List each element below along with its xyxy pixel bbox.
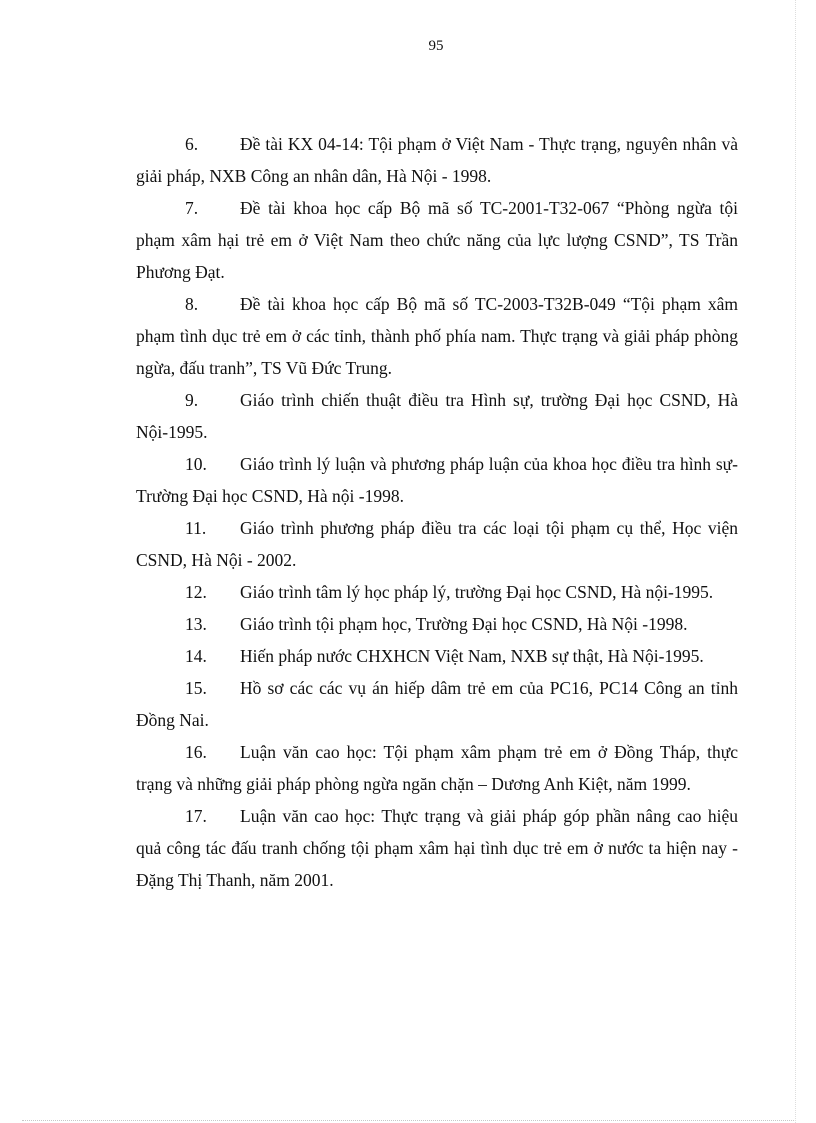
reference-number: 10. [185, 454, 207, 474]
reference-item [136, 128, 738, 192]
reference-text: Giáo trình tâm lý học pháp lý, trường Đại học CSND, Hà nội-1995. [240, 582, 714, 602]
reference-text: Giáo trình phương pháp điều tra các loại tội phạm cụ thể, Học viện CSND, Hà Nội - 2002. [136, 518, 738, 570]
reference-number: 15. [185, 678, 207, 698]
reference-item [136, 608, 738, 640]
reference-number: 7. [185, 198, 199, 218]
reference-number: 9. [185, 390, 199, 410]
reference-item [136, 800, 738, 896]
page-edge-divider [795, 0, 796, 1123]
reference-text: Giáo trình lý luận và phương pháp luận của khoa học điều tra hình sự- Trường Đại học CSND, Hà nội -1998. [136, 454, 738, 506]
page-number: 95 [428, 38, 444, 54]
reference-text: Hiến pháp nước CHXHCN Việt Nam, NXB sự thật, Hà Nội-1995. [240, 646, 704, 666]
reference-text: Đề tài khoa học cấp Bộ mã số TC-2003-T32B-049 “Tội phạm xâm phạm tình dục trẻ em ở các tỉnh, thành phố phía nam. Thực trạng và giải pháp phòng ngừa, đấu tranh”, TS Vũ Đức Trung. [136, 294, 738, 378]
reference-item [136, 672, 738, 736]
reference-number: 14. [185, 646, 207, 666]
reference-text: Hồ sơ các các vụ án hiếp dâm trẻ em của PC16, PC14 Công an tỉnh Đồng Nai. [136, 678, 738, 730]
reference-text: Đề tài KX 04-14: Tội phạm ở Việt Nam - Thực trạng, nguyên nhân và giải pháp, NXB Công an nhân dân, Hà Nội - 1998. [136, 134, 738, 186]
reference-item [136, 736, 738, 800]
reference-text: Đề tài khoa học cấp Bộ mã số TC-2001-T32-067 “Phòng ngừa tội phạm xâm hại trẻ em ở Việt Nam theo chức năng của lực lượng CSND”, TS Trần Phương Đạt. [136, 198, 738, 282]
reference-item [136, 384, 738, 448]
reference-number: 6. [185, 134, 199, 154]
reference-number: 17. [185, 806, 207, 826]
reference-number: 16. [185, 742, 207, 762]
reference-item [136, 576, 738, 608]
reference-number: 12. [185, 582, 207, 602]
reference-text: Luận văn cao học: Tội phạm xâm phạm trẻ em ở Đồng Tháp, thực trạng và những giải pháp phòng ngừa ngăn chặn – Dương Anh Kiệt, năm 1999. [136, 742, 738, 794]
reference-number: 8. [185, 294, 199, 314]
reference-number: 11. [185, 518, 207, 538]
page-footer-divider [22, 1120, 794, 1121]
reference-item [136, 640, 738, 672]
reference-text: Giáo trình tội phạm học, Trường Đại học CSND, Hà Nội -1998. [240, 614, 688, 634]
reference-number: 13. [185, 614, 207, 634]
reference-text: Luận văn cao học: Thực trạng và giải pháp góp phần nâng cao hiệu quả công tác đấu tranh chống tội phạm xâm hại tình dục trẻ em ở nước ta hiện nay - Đặng Thị Thanh, năm 2001. [136, 806, 738, 890]
reference-item [136, 448, 738, 512]
reference-list [136, 128, 738, 896]
reference-text: Giáo trình chiến thuật điều tra Hình sự, trường Đại học CSND, Hà Nội-1995. [136, 390, 738, 442]
reference-item [136, 512, 738, 576]
reference-item [136, 192, 738, 288]
reference-item [136, 288, 738, 384]
